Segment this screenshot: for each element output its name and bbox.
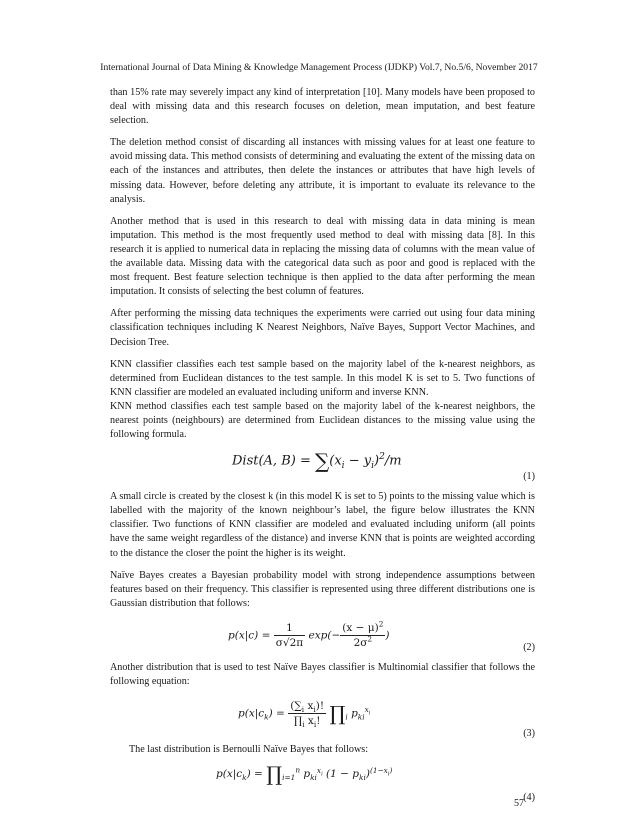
paragraph: KNN method classifies each test sample based on the majority label of the k-nearest neighbors, the nearest points (neighbours) are determined from Euclidean distances to the missing value using the following formula.	[110, 400, 535, 441]
paragraph: Another distribution that is used to test Naïve Bayes classifier is Multinomial classifier that follows the following equation:	[110, 661, 535, 687]
paragraph: than 15% rate may severely impact any kind of interpretation [10]. Many models have been proposed to deal with missing data and this research focuses on deletion, mean imputation, and best feature selection.	[110, 87, 535, 127]
equation-4-number: (4)	[523, 792, 535, 804]
equation-4	[110, 762, 535, 809]
paragraph: After performing the missing data techniques the experiments were carried out using four data mining classification techniques including K Nearest Neighbors, Naïve Bayes, Support Vector Machines, and Decision Tree.	[110, 308, 535, 348]
equation-4-formula: $p(x|c_k)$ = $\prod_{i=1}^n$ $p_{ki}^{x_i}$ $(1 - p_{ki})^{(1-x_i)}$	[216, 762, 393, 787]
paragraph: The last distribution is Bernoulli Naïve Bayes that follows:	[129, 744, 369, 756]
equation-1	[110, 450, 535, 490]
paragraph: Naïve Bayes creates a Bayesian probability model with strong independence assumptions between features based on their frequency. This classifier is represented using three different distributions one is Gaussian distribution that follows:	[110, 569, 535, 609]
paragraph: The deletion method consist of discarding all instances with missing values for at least one feature to avoid missing data. This method consists of determining and evaluating the extent of the missing data on each of the instances and attributes, then delete the instances or attributes that have high levels of missing data. However, before deleting any attribute, it is important to evaluate its relevance to the analysis.	[110, 137, 535, 205]
equation-2	[110, 619, 535, 661]
equation-3-number: (3)	[523, 728, 535, 740]
paragraph: Another method that is used in this research to deal with missing data in data mining is mean imputation. This method is the most frequently used method to deal with missing data [8]. In this research it is applied to numerical data in replacing the missing data of columns with the mean value of the available data. Missing data with the categorical data such as poor and good is replaced with the most frequent. Best feature selection technique is then applied to the data after performing the mean imputation. It consists of selecting the best column of features.	[110, 215, 535, 298]
page-number: 57	[514, 798, 524, 809]
running-header: International Journal of Data Mining & Knowledge Management Process (IJDKP) Vol.7, No.5/6, November 2017	[100, 62, 538, 73]
equation-1-formula: Dist(A, $B) = \sum(x_i - y_i)^2/m$	[232, 449, 402, 474]
paragraph: A small circle is created by the closest k (in this model K is set to 5) points to the missing value which is labelled with the majority of the known neighbour’s label, the figure below illustrates the KNN classifier. Two functions of KNN classifier are modeled and evaluated including uniform (all points have the same weight regardless of the distance) and inverse KNN that is points are weighted according to the distance the closer the point the higher is its weight.	[110, 491, 535, 559]
equation-2-number: (2)	[523, 641, 535, 653]
body-text	[110, 86, 535, 809]
equation-2-formula: p(x|c) = $\frac{1}{\sigma√2\pi}$ exp(− $\frac{(x - \mu)^2}{2\sigma^2}$ )	[228, 619, 390, 649]
equation-3	[110, 697, 535, 743]
equation-3-formula: $p(x|c_k)$ = $\frac{(\sum_i x_i)!}{\prod_i x_i!}$ $\prod_i$ $p_{ki}^{x_i}$	[238, 700, 371, 730]
paragraph: KNN classifier classifies each test sample based on the majority label of the k-nearest neighbors, as determined from Euclidean distances to the test sample. In this model K is set to 5. Two functions of KNN classifier are modeled an evaluated including uniform and inverse KNN.	[110, 358, 535, 398]
equation-1-number: (1)	[523, 471, 535, 483]
